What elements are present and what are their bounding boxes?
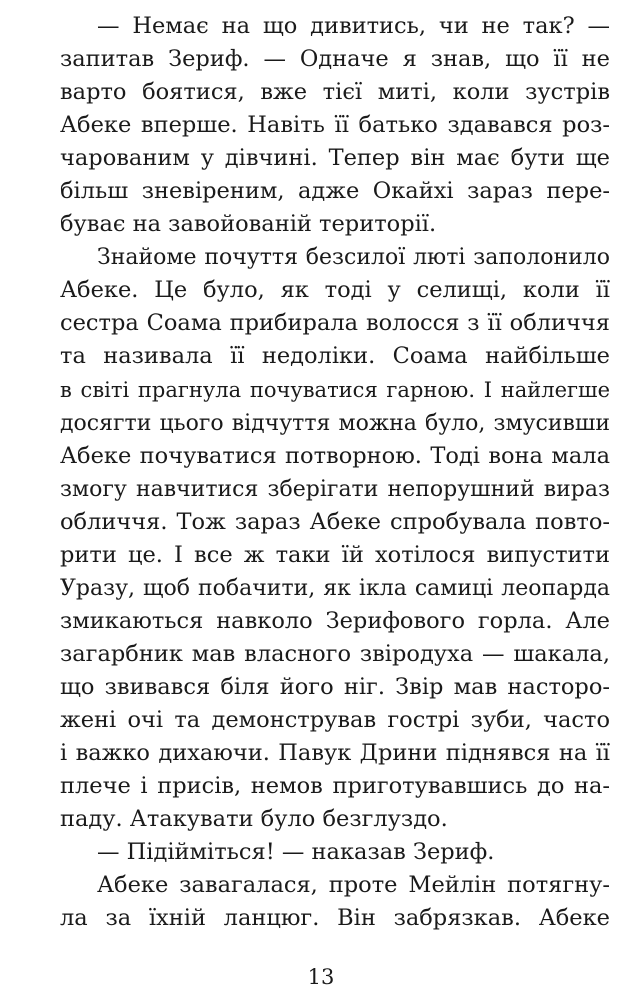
text-line: буває на завойованій території. [60, 211, 437, 238]
text-line: обличчя. Тож зараз Абеке спробувала повто- [60, 508, 610, 535]
text-line: паду. Атакувати було безглуздо. [60, 806, 448, 833]
text-line: змогу навчитися зберігати непорушний вираз [60, 476, 610, 502]
text-line: Абеке. Це було, як тоді у селищі, коли її [60, 277, 610, 304]
text-line: сестра Соама прибирала волосся з її обличчя [60, 310, 610, 337]
page-number: 13 [307, 965, 335, 989]
text-line: ла за їхній ланцюг. Він забрязкав. Абеке [60, 905, 610, 932]
text-line: Абеке завагалася, проте Мейлін потягну- [97, 872, 610, 899]
text-line: варто боятися, вже тієї миті, коли зустрів [60, 79, 610, 106]
text-line: досягти цього відчуття можна було, змусивши [60, 410, 610, 436]
text-line: чарованим у дівчині. Тепер він має бути ще [60, 145, 610, 172]
text-line: рити це. І все ж таки їй хотілося випустити [60, 541, 610, 568]
text-line: Знайоме почуття безсилої люті заполонило [97, 245, 610, 271]
text-line: в світі прагнула почуватися гарною. І найлегше [60, 377, 610, 402]
text-line: Абеке вперше. Навіть її батько здавався роз- [60, 112, 610, 139]
text-line: більш зневіреним, адже Окайхі зараз пере- [60, 178, 610, 205]
text-line: — Підійміться! — наказав Зериф. [97, 839, 495, 866]
text-line: запитав Зериф. — Одначе я знав, що її не [60, 46, 610, 73]
text-line: загарбник мав власного звіродуха — шакала, [60, 640, 610, 667]
text-line: що звивався біля його ніг. Звір мав насторо- [60, 673, 610, 700]
text-line: — Немає на що дивитись, чи не так? — [97, 13, 610, 39]
text-line: змикаються навколо Зерифового горла. Але [60, 607, 610, 634]
text-block [60, 10, 610, 935]
text-line: жені очі та демонстрував гострі зуби, часто [60, 706, 610, 733]
text-line: плече і присів, немов приготувавшись до на- [60, 773, 610, 800]
text-line: Абеке почуватися потворною. Тоді вона мала [60, 442, 610, 469]
text-line: та називала її недоліки. Соама найбільше [60, 343, 610, 370]
text-line: Уразу, щоб побачити, як ікла самиці леопарда [60, 575, 610, 601]
text-line: і важко дихаючи. Павук Дрини піднявся на її [60, 740, 610, 767]
